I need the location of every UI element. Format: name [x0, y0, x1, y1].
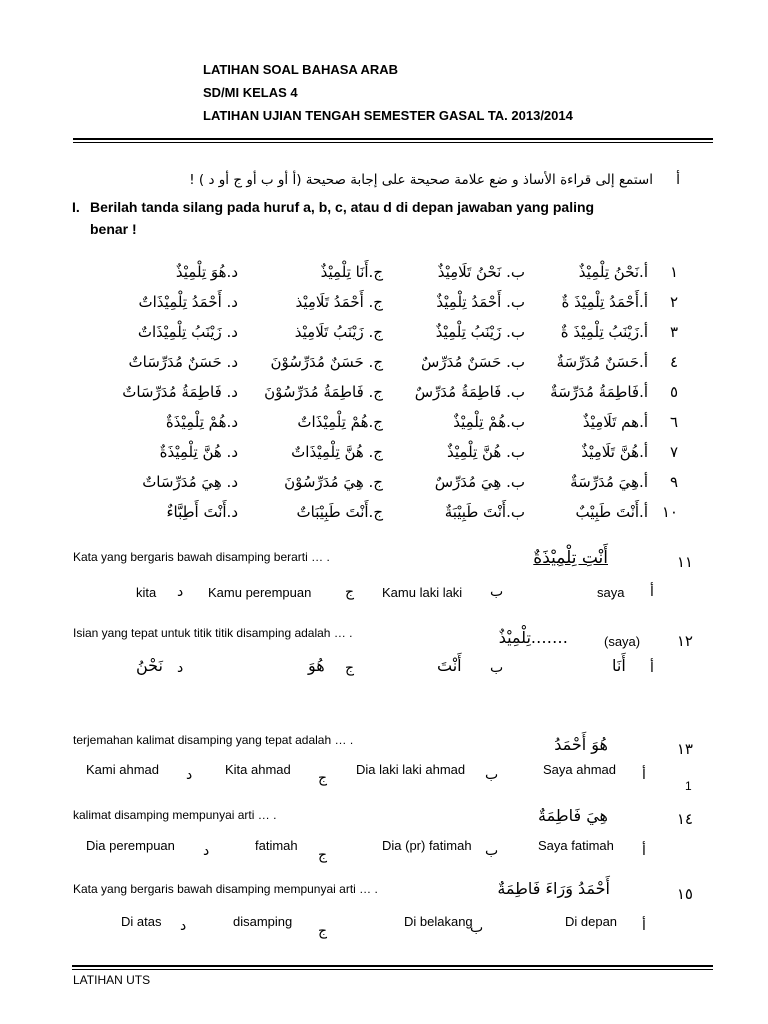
q13-option-b[interactable]: Dia laki laki ahmad	[356, 762, 466, 777]
row-number: ٢	[669, 293, 678, 311]
q12-letter-c[interactable]: ج	[345, 660, 355, 676]
q12-arabic: …….تِلْمِيْذٌ	[498, 628, 568, 647]
option-c[interactable]: ج.هُمْ تِلْمِيْذَاتٌ	[297, 413, 383, 431]
row-number: ٣	[669, 323, 678, 341]
q12-letter-d[interactable]: د	[177, 660, 184, 676]
q13-option-d[interactable]: Kami ahmad	[86, 762, 159, 777]
q11-letter-b[interactable]: ب	[490, 584, 504, 600]
option-a[interactable]: أ.فَاطِمَةُ مُدَرِّسَةٌ	[550, 383, 648, 401]
option-c[interactable]: ج. أَحْمَدُ تَلَامِيْذ	[295, 293, 383, 311]
option-a[interactable]: أ.هم تَلَامِيْذٌ	[582, 413, 648, 431]
q11-option-d[interactable]: kita	[136, 585, 157, 600]
q14-option-a[interactable]: Saya fatimah	[538, 838, 614, 853]
q15-letter-a[interactable]: أ	[642, 918, 646, 934]
q15-letter-d[interactable]: د	[180, 918, 187, 934]
q11-option-a[interactable]: saya	[597, 585, 625, 600]
option-d[interactable]: د.أَنْتَ أَطِبَّاءٌ	[166, 503, 238, 521]
question-row	[0, 263, 768, 293]
q14-prompt: kalimat disamping mempunyai arti … .	[73, 808, 277, 822]
option-c[interactable]: ج. هُنَّ تِلْمِيْذَاتٌ	[291, 443, 383, 461]
q11-prompt: Kata yang bergaris bawah disamping berarti … .	[73, 550, 330, 564]
q14-letter-c[interactable]: ج	[318, 847, 328, 863]
q12-option-b[interactable]: أَنْتَ	[437, 656, 462, 675]
q13-letter-d[interactable]: د	[186, 767, 193, 783]
q13-number: ١٣	[676, 740, 693, 758]
q12-letter-b[interactable]: ب	[490, 660, 504, 676]
option-a[interactable]: أ.نَحْنُ تِلْمِيْذٌ	[578, 263, 648, 281]
q12-option-c[interactable]: هُوَ	[308, 656, 325, 675]
option-a[interactable]: أ.أَحْمَدُ تِلْمِيْذَ ةٌ	[561, 293, 648, 311]
header-rule-bottom	[73, 142, 713, 143]
q11-letter-d[interactable]: د	[177, 584, 184, 600]
header-exam: LATIHAN UJIAN TENGAH SEMESTER GASAL TA. 2013/2014	[203, 108, 573, 123]
question-row	[0, 383, 768, 413]
option-b[interactable]: ب.أَنْتَ طَبِيْبَةٌ	[444, 503, 525, 521]
row-number: ٩	[669, 473, 678, 491]
q14-letter-a[interactable]: أ	[642, 843, 646, 859]
q12-option-a[interactable]: أَنَا	[612, 656, 626, 675]
q15-arabic: أَحْمَدُ وَرَاءَ فَاطِمَةٌ	[497, 879, 610, 898]
q11-letter-c[interactable]: ج	[345, 584, 355, 600]
option-d[interactable]: د. فَاطِمَةُ مُدَرِّسَاتٌ	[122, 383, 238, 401]
q15-option-a[interactable]: Di depan	[565, 914, 618, 929]
section-a-letter: أ	[676, 172, 680, 188]
question-row	[0, 413, 768, 443]
q12-option-d[interactable]: نَحْنُ	[136, 656, 163, 675]
q13-arabic: هُوَ أَحْمَدُ	[554, 735, 608, 754]
option-c[interactable]: ج. هِيَ مُدَرِّسُوْنَ	[284, 473, 383, 491]
q15-option-c[interactable]: disamping	[233, 914, 293, 929]
q12-prompt: Isian yang tepat untuk titik titik disamping adalah … .	[73, 626, 353, 640]
q15-number: ١٥	[676, 885, 693, 903]
option-b[interactable]: ب. زَيْنَبُ تِلْمِيْذٌ	[435, 323, 525, 341]
q15-option-d[interactable]: Di atas	[121, 914, 162, 929]
option-a[interactable]: أ.زَيْنَبُ تِلْمِيْذَ ةٌ	[560, 323, 648, 341]
option-b[interactable]: ب. هُنَّ تِلْمِيْذٌ	[447, 443, 525, 461]
option-d[interactable]: د. هُنَّ تِلْمِيْذَةٌ	[159, 443, 238, 461]
option-a[interactable]: أ.هِيَ مُدَرِّسَةٌ	[570, 473, 648, 491]
section-instruction-line2: benar !	[90, 221, 137, 237]
option-c[interactable]: ج. زَيْنَبُ تَلَامِيْذ	[294, 323, 383, 341]
q14-option-d[interactable]: Dia perempuan	[86, 838, 175, 853]
q13-letter-c[interactable]: ج	[318, 770, 328, 786]
question-row	[0, 323, 768, 353]
option-c[interactable]: ج.أَنَا تِلْمِيْذٌ	[320, 263, 383, 281]
footer-text: LATIHAN UTS	[73, 973, 151, 987]
q13-option-c[interactable]: Kita ahmad	[225, 762, 291, 777]
row-number: ٧	[669, 443, 678, 461]
option-b[interactable]: ب. حَسَنٌ مُدَرِّسٌ	[421, 353, 525, 371]
option-d[interactable]: د. حَسَنٌ مُدَرِّسَاتٌ	[128, 353, 238, 371]
q11-arabic: أَنْتِ تِلْمِيْذَةٌ	[533, 548, 608, 568]
footer-rule-top	[72, 965, 713, 967]
q11-option-c[interactable]: Kamu perempuan	[208, 585, 312, 600]
row-number: ١	[669, 263, 678, 281]
header-title: LATIHAN SOAL BAHASA ARAB	[203, 62, 398, 77]
option-d[interactable]: د. زَيْنَبُ تِلْمِيْذَاتٌ	[137, 323, 238, 341]
section-a-instruction: استمع إلى قراءة الأساذ و ضع علامة صحيحة على إجابة صحيحة (أ أو ب أو ج أو د ) !	[189, 172, 653, 188]
question-row	[0, 473, 768, 503]
option-b[interactable]: ب. نَحْنُ تَلَامِيْذٌ	[437, 263, 525, 281]
q12-hint: (saya)	[604, 634, 641, 649]
option-b[interactable]: ب. أَحْمَدُ تِلْمِيْذٌ	[436, 293, 525, 311]
q14-letter-b[interactable]: ب	[485, 843, 499, 859]
page-number: 1	[685, 779, 692, 793]
option-b[interactable]: ب. هِيَ مُدَرِّسٌ	[434, 473, 525, 491]
option-a[interactable]: أ.أَنْتَ طَبِيْبٌ	[575, 503, 648, 521]
option-b[interactable]: ب.هُمْ تِلْمِيْذٌ	[453, 413, 525, 431]
q11-letter-a[interactable]: أ	[650, 584, 654, 600]
question-row	[0, 503, 768, 533]
option-a[interactable]: أ.حَسَنٌ مُدَرِّسَةٌ	[556, 353, 648, 371]
row-number: ١٠	[661, 503, 678, 521]
q15-option-b[interactable]: Di belakang	[404, 914, 473, 929]
q13-option-a[interactable]: Saya ahmad	[543, 762, 616, 777]
row-number: ٤	[669, 353, 678, 371]
option-d[interactable]: د. أَحْمَدُ تِلْمِيْذَاتٌ	[138, 293, 238, 311]
q14-letter-d[interactable]: د	[203, 843, 210, 859]
option-b[interactable]: ب. فَاطِمَةُ مُدَرِّسٌ	[414, 383, 525, 401]
question-row	[0, 353, 768, 383]
q12-number: ١٢	[676, 632, 693, 650]
q15-letter-b[interactable]: ب	[470, 920, 484, 936]
header-class: SD/MI KELAS 4	[203, 85, 298, 100]
option-c[interactable]: ج.أَنْتَ طَبِيْبَاتٌ	[296, 503, 383, 521]
footer-rule-bottom	[72, 969, 713, 970]
q13-letter-b[interactable]: ب	[485, 767, 499, 783]
q11-option-b[interactable]: Kamu laki laki	[382, 585, 463, 600]
question-row	[0, 443, 768, 473]
section-instruction-line1: Berilah tanda silang pada huruf a, b, c, atau d di depan jawaban yang paling	[90, 199, 595, 215]
question-row	[0, 293, 768, 323]
q11-number: ١١	[676, 553, 693, 571]
q12-letter-a[interactable]: أ	[650, 660, 654, 676]
row-number: ٥	[669, 383, 678, 401]
option-d[interactable]: د.هُمْ تِلْمِيْذَةٌ	[165, 413, 238, 431]
q13-prompt: terjemahan kalimat disamping yang tepat adalah … .	[73, 733, 354, 747]
row-number: ٦	[669, 413, 678, 431]
q14-arabic: هِيَ فَاطِمَةٌ	[538, 806, 608, 825]
q14-option-b[interactable]: Dia (pr) fatimah	[382, 838, 472, 853]
q14-option-c[interactable]: fatimah	[255, 838, 298, 853]
option-a[interactable]: أ.هُنَّ تَلَامِيْذٌ	[581, 443, 648, 461]
header-rule-top	[73, 138, 713, 140]
q15-prompt: Kata yang bergaris bawah disamping mempunyai arti … .	[73, 882, 378, 896]
option-c[interactable]: ج. فَاطِمَةُ مُدَرِّسُوْنَ	[264, 383, 383, 401]
option-d[interactable]: د.هُوَ تِلْمِيْذٌ	[175, 263, 238, 281]
q14-number: ١٤	[676, 810, 693, 828]
option-c[interactable]: ج. حَسَنٌ مُدَرِّسُوْنَ	[270, 353, 383, 371]
q13-letter-a[interactable]: أ	[642, 767, 646, 783]
option-d[interactable]: د. هِيَ مُدَرِّسَاتٌ	[142, 473, 238, 491]
section-numeral: I.	[72, 199, 80, 215]
q15-letter-c[interactable]: ج	[318, 923, 328, 939]
